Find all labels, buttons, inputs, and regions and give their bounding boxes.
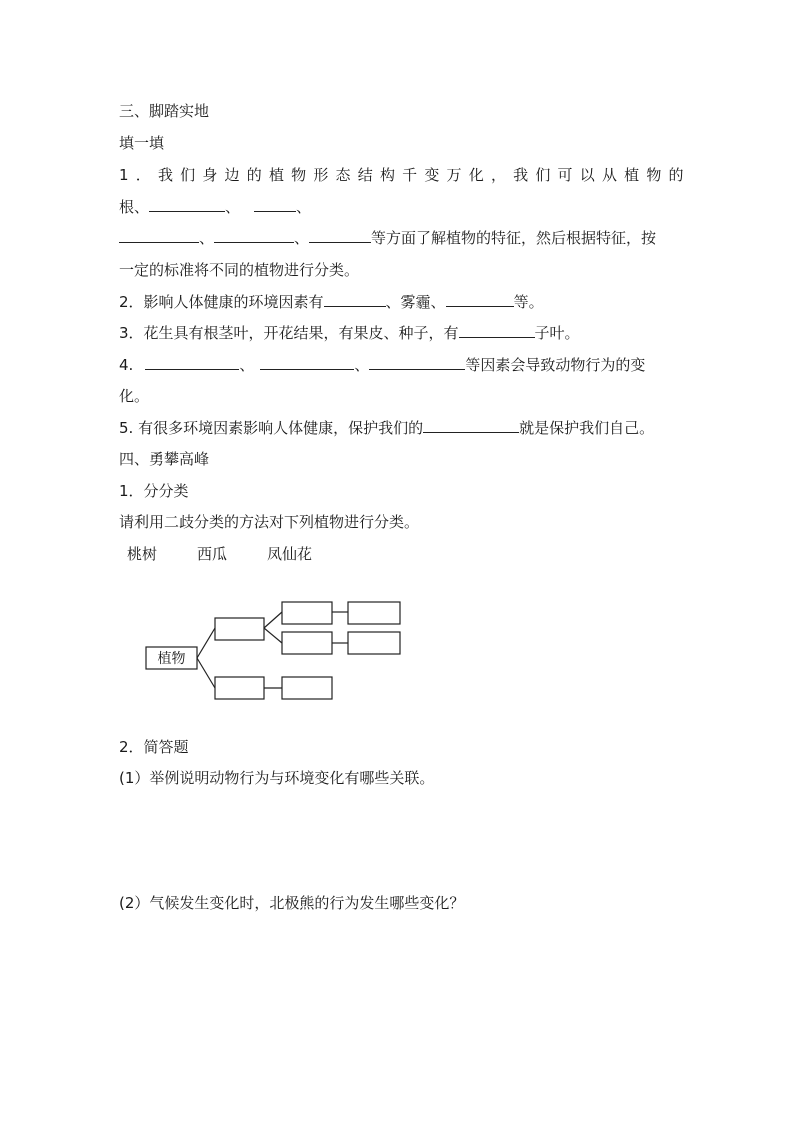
part-1-title: 1．分分类 bbox=[119, 482, 189, 500]
section3-heading: 三、脚踏实地 bbox=[119, 102, 210, 120]
question-4-continuation: 化。 bbox=[119, 387, 150, 405]
classification-box[interactable] bbox=[282, 602, 332, 624]
question-3-post: 子叶。 bbox=[534, 324, 580, 342]
short-answer-question-1: (1）举例说明动物行为与环境变化有哪些关联。 bbox=[119, 769, 435, 787]
connector-line bbox=[197, 658, 215, 688]
classification-box[interactable] bbox=[282, 677, 332, 699]
section4-heading: 四、勇攀高峰 bbox=[119, 450, 210, 468]
question-3-pre: 3．花生具有根茎叶，开花结果，有果皮、种子，有 bbox=[119, 324, 459, 342]
question-4-post: 等因素会导致动物行为的变 bbox=[465, 356, 646, 374]
classification-box[interactable] bbox=[215, 677, 264, 699]
plant-name: 西瓜 bbox=[197, 545, 228, 563]
question-1-line-4: 一定的标准将不同的植物进行分类。 bbox=[119, 261, 360, 279]
question-1-separator: 、 bbox=[199, 229, 215, 247]
question-4-separator: 、 bbox=[239, 356, 255, 374]
classification-box[interactable] bbox=[348, 602, 400, 624]
question-5-post: 就是保护我们自己。 bbox=[519, 419, 655, 437]
question-1-separator: 、 bbox=[225, 198, 241, 216]
question-1-root-label: 根、 bbox=[119, 198, 150, 216]
question-4-separator: 、 bbox=[354, 356, 370, 374]
question-1-separator: 、 bbox=[296, 198, 312, 216]
classification-box[interactable] bbox=[348, 632, 400, 654]
connector-line bbox=[264, 612, 282, 628]
question-2-pre: 2．影响人体健康的环境因素有 bbox=[119, 293, 324, 311]
section3-subheading: 填一填 bbox=[119, 134, 165, 152]
part-1-instruction: 请利用二歧分类的方法对下列植物进行分类。 bbox=[119, 513, 420, 531]
connector-line bbox=[197, 628, 215, 658]
plant-name: 桃树 bbox=[127, 545, 158, 563]
connector-line bbox=[264, 628, 282, 643]
question-1-separator: 、 bbox=[294, 229, 310, 247]
classification-box[interactable] bbox=[215, 618, 264, 640]
question-2-post: 等。 bbox=[513, 293, 544, 311]
question-2-mid: 、雾霾、 bbox=[385, 293, 446, 311]
plant-name: 凤仙花 bbox=[267, 545, 313, 563]
classification-box[interactable] bbox=[282, 632, 332, 654]
question-5-pre: 5. 有很多环境因素影响人体健康，保护我们的 bbox=[119, 419, 424, 437]
answer-area-2[interactable] bbox=[119, 920, 675, 1040]
question-1-line-1: 1．我们身边的植物形态结构千变万化，我们可以从植物的 bbox=[119, 166, 691, 184]
question-1-tail: 等方面了解植物的特征，然后根据特征，按 bbox=[371, 229, 657, 247]
question-4-number: 4. bbox=[119, 356, 134, 374]
root-label: 植物 bbox=[157, 651, 186, 667]
part-2-title: 2．简答题 bbox=[119, 738, 189, 756]
short-answer-question-2: (2）气候发生变化时，北极熊的行为发生哪些变化？ bbox=[119, 894, 465, 912]
answer-area-1[interactable] bbox=[119, 795, 675, 885]
